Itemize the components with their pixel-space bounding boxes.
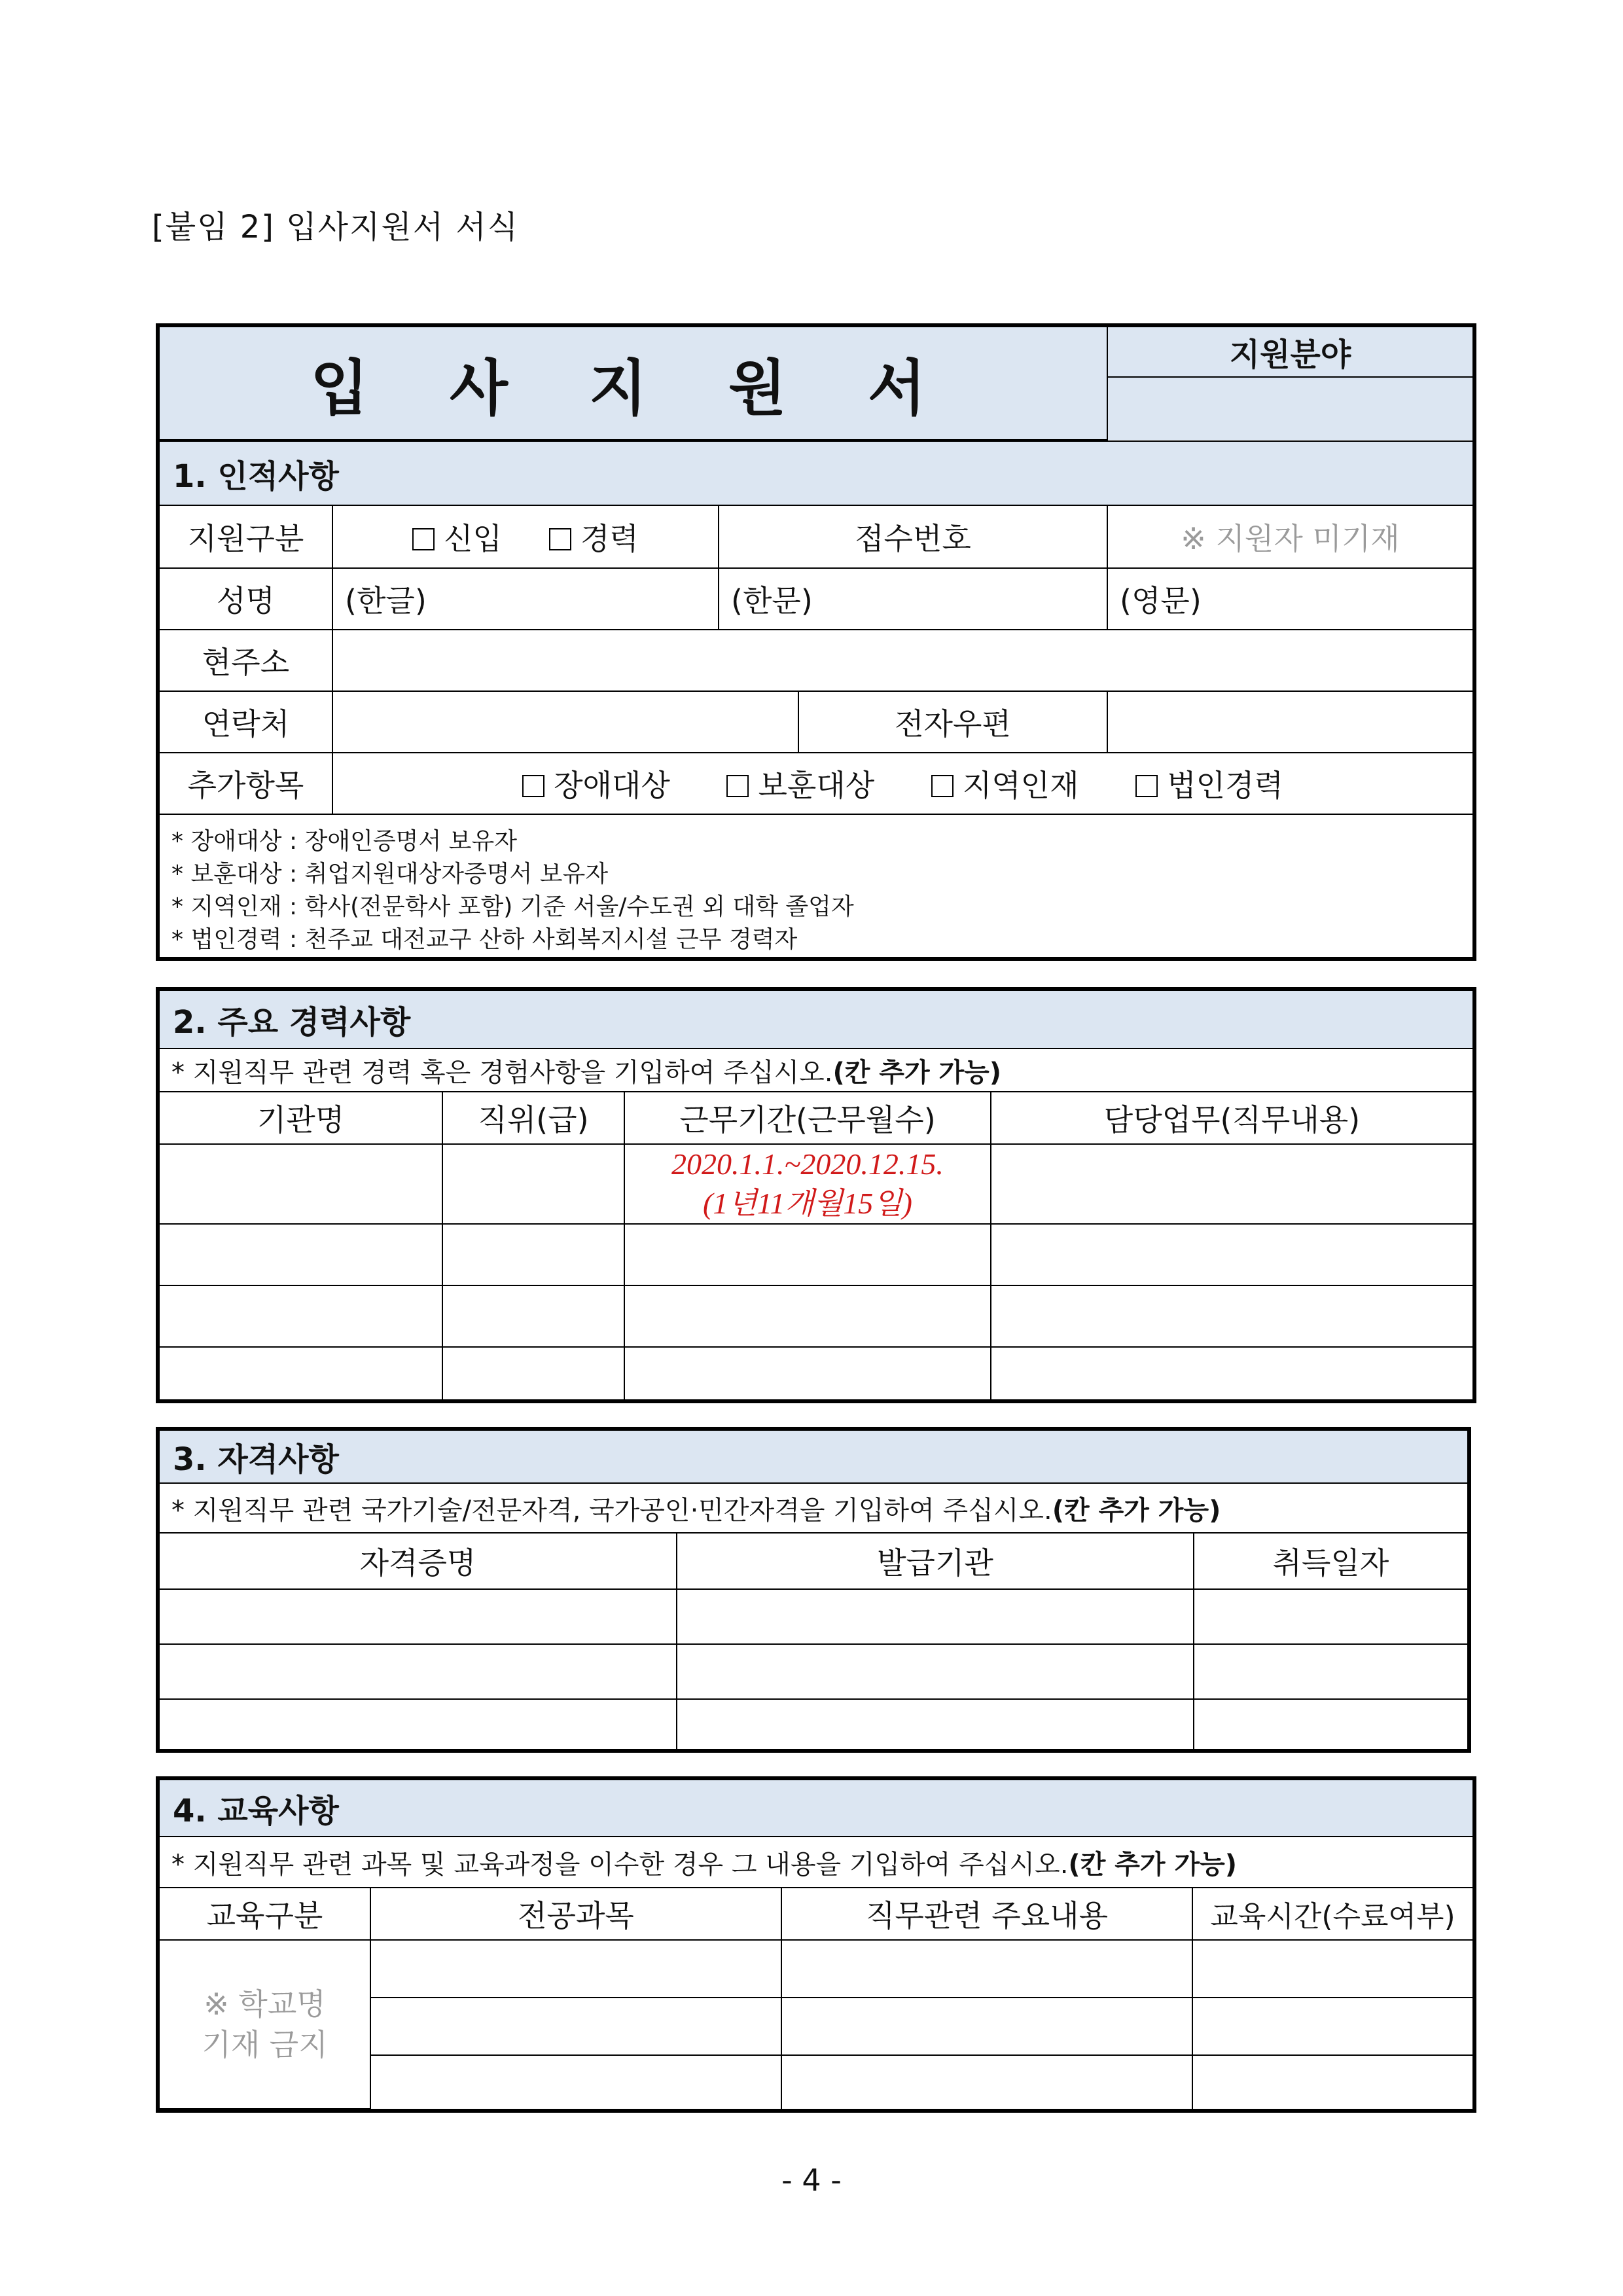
table-cell[interactable]	[160, 1224, 442, 1285]
example-months: (1년11개월15일)	[703, 1187, 912, 1220]
note-item: * 법인경력 : 천주교 대전교구 산하 사회복지시설 근무 경력자	[171, 926, 798, 953]
receipt-note: ※ 지원자 미기재	[1107, 505, 1472, 568]
table-cell[interactable]	[160, 1144, 442, 1224]
column-header: 근무기간(근무월수)	[624, 1092, 991, 1144]
email-field[interactable]	[1107, 691, 1472, 753]
header-table	[160, 327, 1472, 440]
section2-heading: 2. 주요 경력사항	[160, 991, 1472, 1049]
form-title: 입 사 지 원 서	[310, 352, 956, 423]
table-cell[interactable]	[991, 1224, 1472, 1285]
table-cell[interactable]	[160, 1589, 677, 1644]
extra-option-disabled[interactable]: 장애대상	[522, 762, 670, 805]
name-korean-field[interactable]: (한글)	[332, 568, 719, 630]
checkbox-icon[interactable]	[412, 528, 435, 550]
table-cell[interactable]	[160, 1285, 442, 1347]
table-cell[interactable]	[781, 2055, 1192, 2109]
checkbox-icon[interactable]	[522, 775, 544, 797]
table-cell[interactable]	[442, 1347, 624, 1401]
extra-label: 추가항목	[160, 753, 332, 814]
example-period-cell[interactable]	[624, 1144, 991, 1224]
column-header: 취득일자	[1194, 1533, 1467, 1589]
column-header: 발급기관	[677, 1533, 1194, 1589]
table-row	[160, 1347, 1472, 1401]
section3-note: * 지원직무 관련 국가기술/전문자격, 국가공인·민간자격을 기입하여 주십시오.(칸 추가 가능)	[160, 1483, 1467, 1533]
table-cell[interactable]	[370, 1998, 781, 2055]
school-note-cell	[160, 1940, 370, 2109]
table-cell[interactable]	[1194, 1589, 1467, 1644]
extra-option-regional[interactable]: 지역인재	[931, 762, 1079, 805]
certificate-table	[160, 1431, 1467, 1749]
name-english-field[interactable]: (영문)	[1107, 568, 1472, 630]
table-row	[160, 1589, 1467, 1644]
table-cell[interactable]	[442, 1224, 624, 1285]
extra-options	[332, 753, 1472, 814]
checkbox-icon[interactable]	[931, 775, 954, 797]
table-cell[interactable]	[991, 1144, 1472, 1224]
education-table	[160, 1780, 1472, 2109]
address-field[interactable]	[332, 630, 1472, 691]
table-cell[interactable]	[677, 1699, 1194, 1749]
column-header: 전공과목	[370, 1888, 781, 1940]
column-header: 담당업무(직무내용)	[991, 1092, 1472, 1144]
table-cell[interactable]	[442, 1285, 624, 1347]
name-hanja-field[interactable]: (한문)	[719, 568, 1107, 630]
education-box	[156, 1776, 1476, 2113]
table-cell[interactable]	[624, 1285, 991, 1347]
table-cell[interactable]	[991, 1285, 1472, 1347]
table-cell[interactable]	[1192, 2055, 1472, 2109]
apply-type-career[interactable]: 경력	[549, 515, 639, 558]
career-box	[156, 987, 1476, 1403]
contact-label: 연락처	[160, 691, 332, 753]
column-header: 기관명	[160, 1092, 442, 1144]
career-table	[160, 991, 1472, 1401]
extra-option-veteran[interactable]: 보훈대상	[726, 762, 874, 805]
example-period: 2020.1.1.~2020.12.15.	[671, 1147, 944, 1181]
table-cell[interactable]	[442, 1144, 624, 1224]
school-note: 기재 금지	[202, 2027, 328, 2062]
section1-table	[160, 440, 1472, 960]
checkbox-icon[interactable]	[1135, 775, 1158, 797]
note-item: * 장애대상 : 장애인증명서 보유자	[171, 828, 517, 855]
table-cell[interactable]	[781, 1940, 1192, 1998]
checkbox-icon[interactable]	[726, 775, 749, 797]
column-header: 자격증명	[160, 1533, 677, 1589]
table-cell[interactable]	[370, 2055, 781, 2109]
receipt-label: 접수번호	[719, 505, 1107, 568]
table-cell[interactable]	[624, 1347, 991, 1401]
certificate-box	[156, 1427, 1471, 1753]
section4-note: * 지원직무 관련 과목 및 교육과정을 이수한 경우 그 내용을 기입하여 주십시오.(칸 추가 가능)	[160, 1837, 1472, 1888]
table-cell[interactable]	[1192, 1998, 1472, 2055]
note-item: * 보훈대상 : 취업지원대상자증명서 보유자	[171, 861, 609, 888]
school-note: ※ 학교명	[204, 1986, 326, 2022]
personal-info-box	[156, 323, 1476, 961]
table-cell[interactable]	[991, 1347, 1472, 1401]
column-header: 직무관련 주요내용	[781, 1888, 1192, 1940]
section1-notes	[160, 814, 1472, 960]
column-header: 교육시간(수료여부)	[1192, 1888, 1472, 1940]
table-cell[interactable]	[1194, 1644, 1467, 1699]
table-cell[interactable]	[677, 1644, 1194, 1699]
page-number: - 4 -	[781, 2162, 842, 2198]
table-cell[interactable]	[1192, 1940, 1472, 1998]
section2-note: * 지원직무 관련 경력 혹은 경험사항을 기입하여 주십시오.(칸 추가 가능)	[160, 1049, 1472, 1092]
apply-type-label: 지원구분	[160, 505, 332, 568]
table-row	[160, 1224, 1472, 1285]
table-cell[interactable]	[160, 1699, 677, 1749]
field-input[interactable]	[1107, 377, 1472, 440]
table-cell[interactable]	[677, 1589, 1194, 1644]
table-row	[160, 1144, 1472, 1224]
table-cell[interactable]	[370, 1940, 781, 1998]
address-label: 현주소	[160, 630, 332, 691]
table-cell[interactable]	[781, 1998, 1192, 2055]
note-item: * 지역인재 : 학사(전문학사 포함) 기준 서울/수도권 외 대학 졸업자	[171, 893, 854, 920]
field-label: 지원분야	[1107, 327, 1472, 377]
table-cell[interactable]	[1194, 1699, 1467, 1749]
checkbox-icon[interactable]	[549, 528, 571, 550]
section3-heading: 3. 자격사항	[160, 1431, 1467, 1483]
form-title-cell	[160, 327, 1107, 440]
extra-option-corporate[interactable]: 법인경력	[1135, 762, 1283, 805]
section1-heading: 1. 인적사항	[160, 441, 1472, 505]
apply-type-options	[332, 505, 719, 568]
table-cell[interactable]	[160, 1644, 677, 1699]
apply-type-new[interactable]: 신입	[412, 515, 502, 558]
column-header: 직위(급)	[442, 1092, 624, 1144]
table-cell[interactable]	[160, 1347, 442, 1401]
table-row	[160, 1940, 1472, 1998]
section4-heading: 4. 교육사항	[160, 1780, 1472, 1837]
table-row	[160, 1644, 1467, 1699]
table-cell[interactable]	[624, 1224, 991, 1285]
contact-field[interactable]	[332, 691, 798, 753]
table-row	[160, 1285, 1472, 1347]
email-label: 전자우편	[798, 691, 1107, 753]
column-header: 교육구분	[160, 1888, 370, 1940]
attachment-caption: [붙임 2] 입사지원서 서식	[152, 209, 520, 245]
table-row	[160, 1699, 1467, 1749]
name-label: 성명	[160, 568, 332, 630]
